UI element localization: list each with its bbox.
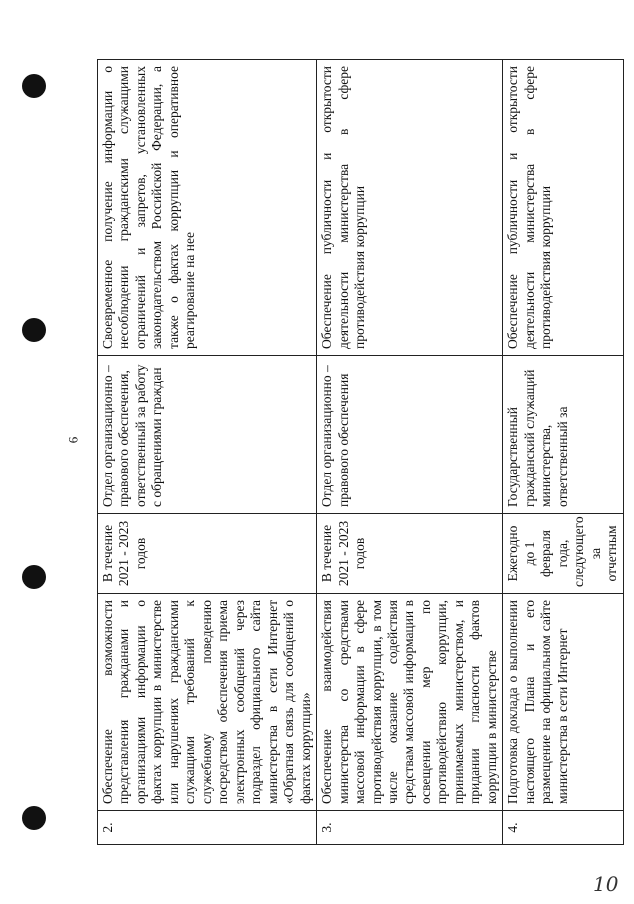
term-cell: В течение 2021 - 2023 годов bbox=[317, 514, 503, 594]
result-cell: Своевременное получение информации о несоблюдении гражданскими служащими ограничений и запретов, установленных законодательством Российской Федерации, а также о фактах коррупции и оперативное реагирование на нее bbox=[98, 60, 317, 356]
plan-table bbox=[97, 59, 624, 845]
result-cell: Обеспечение публичности и открытости деятельности министерства в сфере противодействия коррупции bbox=[503, 60, 623, 356]
table-row bbox=[317, 60, 503, 845]
punch-hole-4 bbox=[22, 806, 46, 830]
row-number: 4. bbox=[503, 811, 623, 845]
row-number: 3. bbox=[317, 811, 503, 845]
punch-hole-2 bbox=[22, 318, 46, 342]
rotated-table bbox=[97, 60, 620, 845]
responsible-cell: Государственный гражданский служащий министерства, ответственный за bbox=[503, 356, 623, 514]
responsible-cell: Отдел организационно – правового обеспечения, ответственный за работу с обращениями граждан bbox=[98, 356, 317, 514]
handwritten-page-number: 10 bbox=[593, 872, 619, 896]
punch-hole-3 bbox=[22, 565, 46, 589]
page-number: 6 bbox=[65, 436, 81, 444]
row-number: 2. bbox=[98, 811, 317, 845]
measure-cell: Обеспечение взаимодействия министерства со средствами массовой информации в сфере противодействия коррупции, в том числе оказание содействия средствам массовой информации в освещении мер по противодействию коррупции, принимаемых министерством, и придании гласности фактов коррупции в министерстве bbox=[317, 594, 503, 811]
term-cell: В течение 2021 - 2023 годов bbox=[98, 514, 317, 594]
term-cell: Ежегодно до 1 февраля года, следующего за отчетным bbox=[503, 514, 623, 594]
responsible-cell: Отдел организационно – правового обеспечения bbox=[317, 356, 503, 514]
table-row bbox=[503, 60, 623, 845]
table-container bbox=[97, 60, 620, 845]
punch-hole-1 bbox=[22, 74, 46, 98]
result-cell: Обеспечение публичности и открытости деятельности министерства в сфере противодействия коррупции bbox=[317, 60, 503, 356]
measure-cell: Подготовка доклада о выполнении настоящего Плана и его размещение на официальном сайте министерства в сети Интернет bbox=[503, 594, 623, 811]
measure-cell: Обеспечение возможности представления гражданами и организациями информации о фактах коррупции в министерстве или нарушениях гражданскими служащими требований к служебному поведению посредством обеспечения приема электронных сообщений через подраздел официального сайта министерства в сети Интернет «Обратная связь для сообщений о фактах коррупции» bbox=[98, 594, 317, 811]
table-row bbox=[98, 60, 317, 845]
